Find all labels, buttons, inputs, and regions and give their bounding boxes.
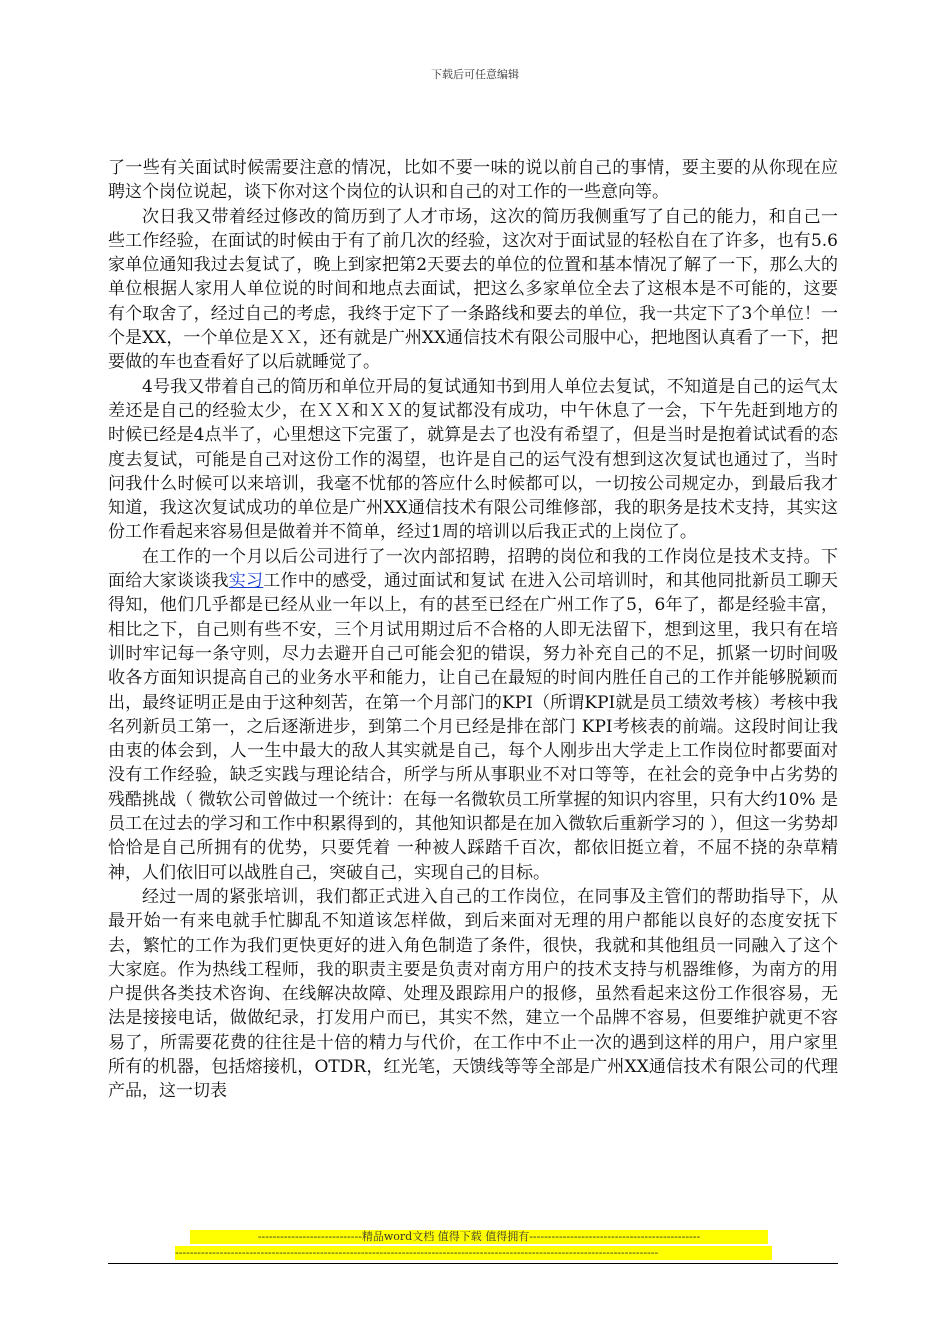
paragraph-4-after: 工作中的感受，通过面试和复试 在进入公司培训时，和其他同批新员工聊天得知，他们几乎都是已经从业一年以上，有的甚至已经在广州工作了5，6年了，都是经验丰富，相比之下，自己则有些不安，三个月试用期过后不合格的人即无法留下，想到这里，我只有在培训时牢记每一条守则，尽力去避开自己可能会犯的错误，努力补充自己的不足，抓紧一切时间吸收各方面知识提高自己的业务水平和能力，让自己在最短的时间内胜任自己的工作并能够脱颖而出，最终证明正是由于这种刻苦，在第一个月部门的KPI（所谓KPI就是员工绩效考核）考核中我名列新员工第一，之后逐渐进步，到第二个月已经是排在部门 KPI考核表的前端。这段时间让我由衷的体会到，人一生中最大的敌人其实就是自己，每个人刚步出大学走上工作岗位时都要面对没有工作经验，缺乏实践与理论结合，所学与所从事职业不对口等等，在社会的竞争中占劣势的残酷挑战（ 微软公司曾做过一个统计：在每一名微软员工所掌握的知识内容里，只有大约10% 是员工在过去的学习和工作中积累得到的，其他知识都是在加入微软后重新学习的 ），但这一劣势却恰恰是自己所拥有的优势，只要凭着 一种被人踩踏千百次，都依旧挺立着，不屈不挠的杂草精神，人们依旧可以战胜自己，突破自己，实现自己的目标。 [108,571,839,883]
paragraph-3: 4号我又带着自己的简历和单位开局的复试通知书到用人单位去复试，不知道是自己的运气太差还是自己的经验太少，在ＸＸ和ＸＸ的复试都没有成功，中午休息了一会，下午先赶到地方的时候已经是4点半了，心里想这下完蛋了，就算是去了也没有希望了，但是当时是抱着试试看的态度去复试，可能是自己对这份工作的渴望，也许是自己的运气没有想到这次复试也通过了，当时问我什么时候可以来培训，我毫不忧郁的答应什么时候都可以，一切按公司规定办，到最后我才知道，我这次复试成功的单位是广州XX通信技术有限公司维修部，我的职务是技术支持，其实这份工作看起来容易但是做着并不简单，经过1周的培训以后我正式的上岗位了。 [108,376,838,543]
internship-link[interactable]: 实习 [228,571,264,592]
footer-dash-line: ---------------------------------------------------------------------------------------------------------------------------------- [175,1246,772,1260]
footer-banner: ----------------------------精品word文档 值得下载 值得拥有---------------------------------------------- [190,1230,768,1244]
document-body [108,156,838,1104]
paragraph-2: 次日我又带着经过修改的简历到了人才市场，这次的简历我侧重写了自己的能力，和自己一些工作经验，在面试的时候由于有了前几次的经验，这次对于面试显的轻松自在了许多，也有5.6家单位通知我过去复试了，晚上到家把第2天要去的单位的位置和基本情况了解了一下，那么大的单位根据人家用人单位说的时间和地点去面试，把这么多家单位全去了这根本是不可能的，这要有个取舍了，经过自己的考虑，我终于定下了一条路线和要去的单位，我一共定下了3个单位！一个是XX，一个单位是ＸＸ，还有就是广州XX通信技术有限公司服中心，把地图认真看了一下，把要做的车也查看好了以后就睡觉了。 [108,206,838,373]
page-header: 下载后可任意编辑 [431,68,519,81]
paragraph-4-before: 在工作的一个月以后公司进行了一次内部招聘，招聘的岗位和我的工作岗位是技术支持。下面给大家谈谈我 [108,546,838,592]
paragraph-4 [108,545,838,885]
paragraph-1: 了一些有关面试时候需要注意的情况，比如不要一味的说以前自己的事情，要主要的从你现在应聘这个岗位说起，谈下你对这个岗位的认识和自己的对工作的一些意向等。 [108,158,838,203]
paragraph-5: 经过一周的紧张培训，我们都正式进入自己的工作岗位，在同事及主管们的帮助指导下，从最开始一有来电就手忙脚乱不知道该怎样做，到后来面对无理的用户都能以良好的态度安抚下去，繁忙的工作为我们更快更好的进入角色制造了条件，很快，我就和其他组员一同融入了这个大家庭。作为热线工程师，我的职责主要是负责对南方用户的技术支持与机器维修，为南方的用户提供各类技术咨询、在线解决故障、处理及跟踪用户的报修，虽然看起来这份工作很容易，无法是接接电话，做做纪录，打发用户而已，其实不然，建立一个品牌不容易，但要维护就更不容易了，所需要花费的往往是十倍的精力与代价，在工作中不止一次的遇到这样的用户，用户家里所有的机器，包括熔接机，OTDR，红光笔，天馈线等等全部是广州XX通信技术有限公司的代理产品，这一切表 [108,886,838,1102]
footer-rule [108,1263,838,1264]
